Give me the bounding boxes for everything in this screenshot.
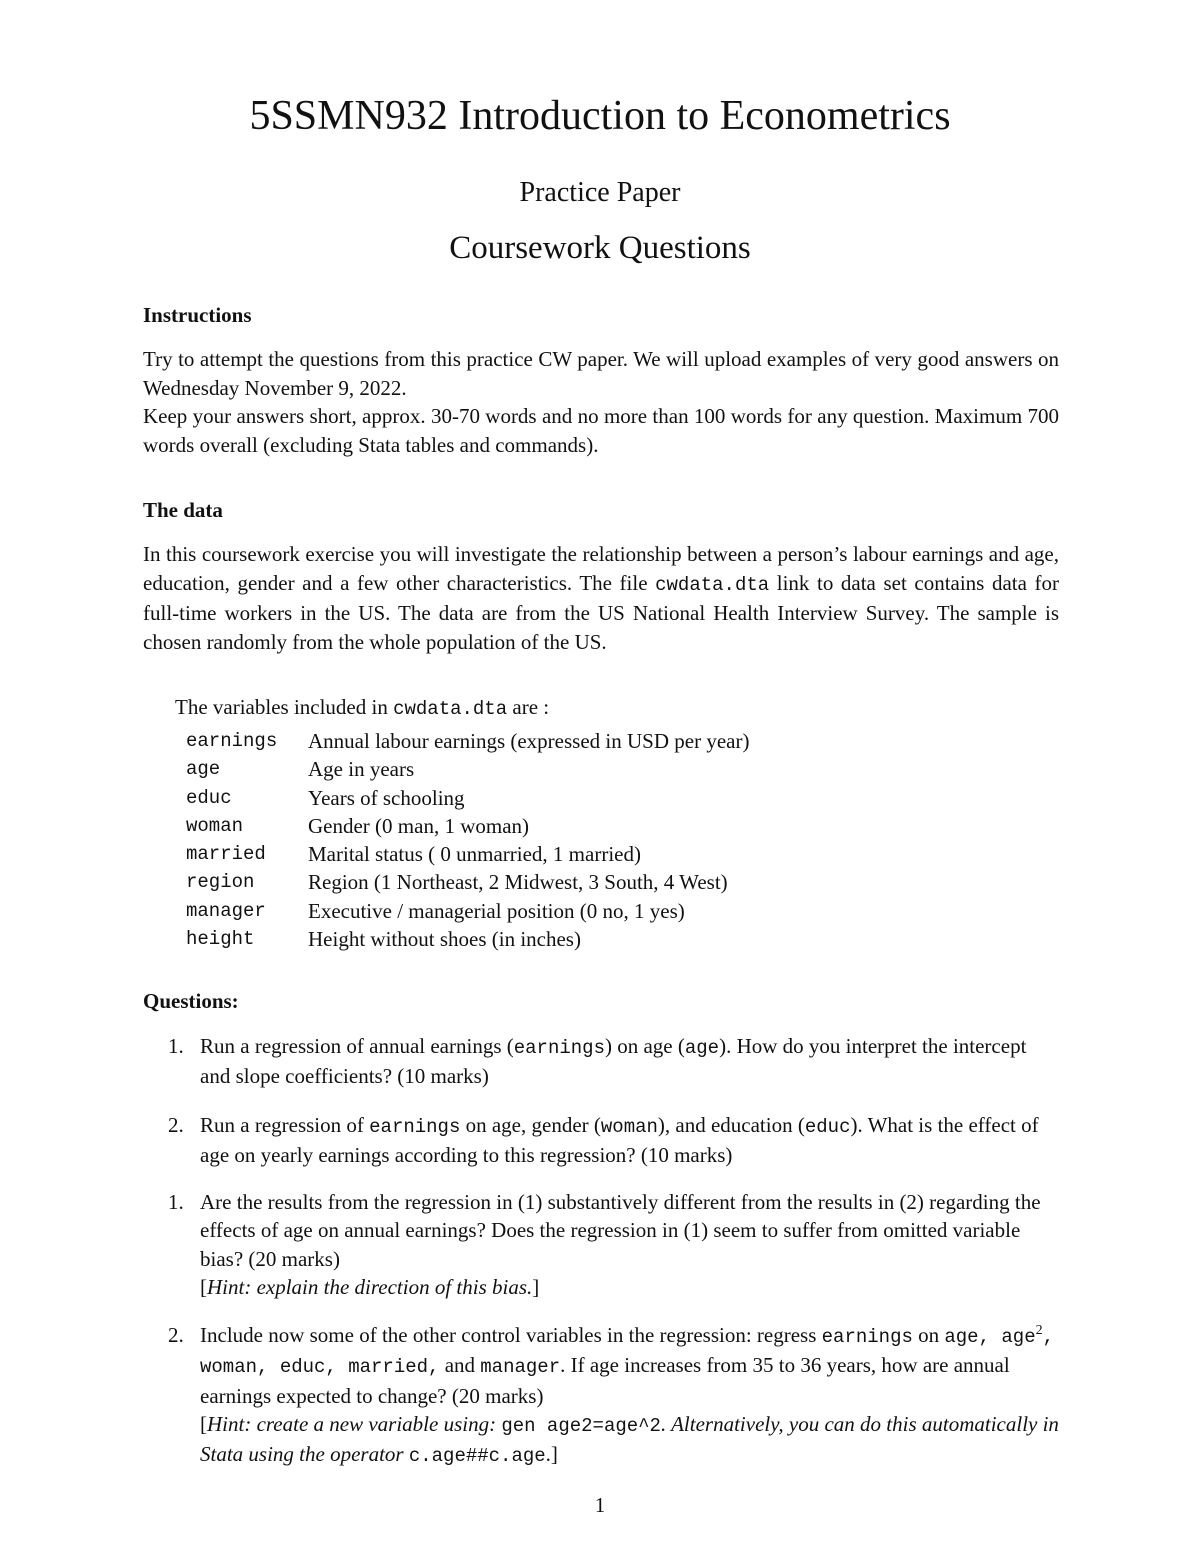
variable-name: earnings	[186, 730, 278, 752]
hint-code: gen age2=age^2	[501, 1414, 661, 1437]
question-hint	[200, 1412, 1059, 1466]
question-number: 2.	[168, 1323, 184, 1347]
question-number: 1.	[168, 1034, 184, 1058]
question-text: Run a regression of annual earnings (	[200, 1034, 514, 1058]
question-code: age	[684, 1037, 720, 1059]
variable-row	[186, 840, 749, 868]
question-code: earnings	[821, 1326, 913, 1348]
question-text: ). How do you interpret the intercept and slope coefficients? (10 marks)	[200, 1034, 1027, 1089]
page-number: 1	[594, 1493, 606, 1517]
data-text-part1: In this coursework exercise you will investigate the relationship between a person’s labour earnings and age, education, gender and a few other characteristics. The file	[143, 542, 1059, 595]
variable-name: height	[186, 928, 255, 951]
question-code: age, age	[944, 1326, 1036, 1348]
question-text: on age, gender (	[460, 1113, 601, 1137]
hint-text: Hint: explain the direction of this bias.	[207, 1274, 533, 1299]
variables-intro-part2: are :	[507, 695, 550, 719]
question-2	[168, 1111, 1059, 1170]
variables-intro	[175, 693, 1035, 724]
questions-heading: Questions:	[143, 989, 239, 1013]
question-text: . If age increases from 35 to 36 years, how are annual earnings expected to change? (20 marks)	[200, 1353, 1010, 1408]
question-3	[168, 1188, 1059, 1301]
variable-description: Age in years	[308, 757, 415, 782]
variable-row	[186, 868, 749, 896]
hint-bracket: ]	[532, 1274, 540, 1299]
question-text: on	[912, 1323, 945, 1347]
variable-row	[186, 755, 749, 783]
variable-name: married	[186, 843, 266, 866]
page-subtitle: Practice Paper	[519, 177, 681, 208]
instructions-heading: Instructions	[143, 303, 252, 327]
variables-intro-part1: The variables included in	[175, 695, 394, 719]
question-number: 1.	[168, 1190, 184, 1214]
variable-row	[186, 784, 749, 812]
question-hint	[200, 1275, 539, 1299]
instructions-text	[143, 345, 1059, 459]
question-code: earnings	[513, 1037, 605, 1059]
variable-description: Annual labour earnings (expressed in USD per year)	[308, 729, 750, 753]
question-text: Run a regression of	[200, 1113, 370, 1137]
data-file-name: cwdata.dta	[655, 573, 770, 596]
variable-name: woman	[186, 814, 244, 837]
hint-bracket: .]	[545, 1442, 558, 1467]
hint-text: Hint: create a new variable using:	[207, 1411, 502, 1436]
question-text: ), and education (	[657, 1113, 805, 1137]
question-code: woman	[600, 1116, 658, 1138]
instructions-line-1: Try to attempt the questions from this practice CW paper. We will upload examples of very good answers on Wednesday November 9, 2022.	[143, 347, 1059, 400]
variable-description: Years of schooling	[308, 785, 465, 810]
hint-code: c.age##c.age	[408, 1445, 546, 1468]
hint-bracket: [	[200, 1411, 207, 1436]
section-title: Coursework Questions	[449, 230, 751, 266]
question-1	[168, 1032, 1059, 1091]
variable-description: Marital status ( 0 unmarried, 1 married)	[308, 842, 641, 867]
question-code: manager	[480, 1356, 561, 1379]
data-text-part2: link to data set contains data for full-time workers in the US. The data are from the US National Health Interview Survey. The sample is chosen randomly from the whole population of the US.	[143, 570, 1059, 654]
page-title: 5SSMN932 Introduction to Econometrics	[249, 93, 951, 139]
question-code: educ	[804, 1116, 851, 1138]
variable-name: region	[186, 871, 255, 894]
variable-description: Region (1 Northeast, 2 Midwest, 3 South, 4 West)	[308, 870, 728, 895]
superscript: 2	[1035, 1323, 1043, 1338]
variable-description: Executive / managerial position (0 no, 1 yes)	[308, 898, 685, 923]
question-4	[168, 1321, 1059, 1470]
data-paragraph	[143, 540, 1059, 656]
variable-row	[186, 812, 749, 840]
data-heading: The data	[143, 498, 223, 522]
question-text: and	[439, 1353, 481, 1378]
question-text: Include now some of the other control variables in the regression: regress	[200, 1323, 822, 1347]
variable-name: age	[186, 758, 221, 781]
hint-bracket: [	[200, 1274, 207, 1299]
variable-name: educ	[186, 786, 232, 809]
question-text: ). What is the effect of age on yearly earnings according to this regression? (10 marks)	[200, 1113, 1039, 1168]
instructions-line-2: Keep your answers short, approx. 30-70 words and no more than 100 words for any question. Maximum 700 words overall (excluding Stata tables and commands).	[143, 404, 1059, 457]
hint-text: . Alternatively, you can do this automatically in Stata using the operator	[200, 1411, 1059, 1467]
question-text: ) on age (	[604, 1034, 685, 1058]
question-number: 2.	[168, 1113, 184, 1137]
variables-table	[186, 727, 749, 953]
question-text: Are the results from the regression in (1) substantively different from the results in (2) regarding the effects of age on annual earnings? Does the regression in (1) seem to suffer from omitted variable bias? (20 marks)	[200, 1190, 1041, 1271]
question-code: , woman, educ, married,	[200, 1326, 1054, 1379]
variable-row	[186, 897, 749, 925]
variable-description: Gender (0 man, 1 woman)	[308, 813, 530, 838]
variables-intro-file: cwdata.dta	[393, 698, 508, 720]
variable-description: Height without shoes (in inches)	[308, 927, 581, 952]
question-code: earnings	[369, 1116, 461, 1138]
variable-row	[186, 727, 749, 755]
variable-row	[186, 925, 749, 953]
variable-name: manager	[186, 899, 266, 922]
